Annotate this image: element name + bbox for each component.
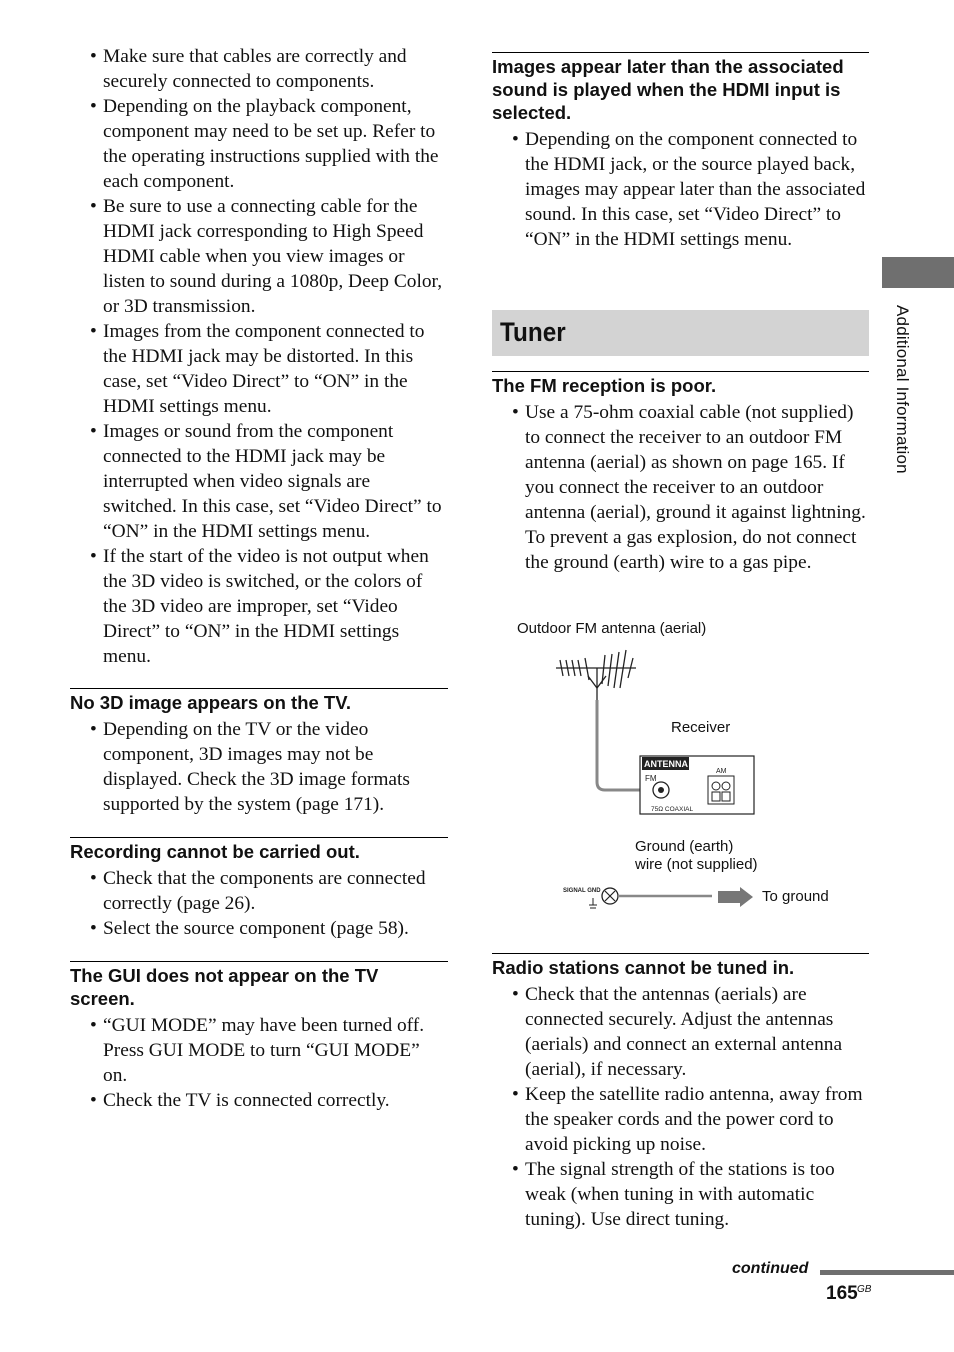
no-3d-heading: No 3D image appears on the TV.: [70, 692, 352, 713]
no-3d-list: [70, 717, 448, 817]
list-item: • Keep the satellite radio antenna, away from the speaker cords and the power cord to avoid picking up noise.: [492, 1082, 869, 1157]
ground-wire-label-2: wire (not supplied): [635, 856, 758, 873]
receiver-label: Receiver: [671, 719, 731, 736]
chapter-tab-marker: [882, 257, 954, 288]
antenna-panel-label: ANTENNA: [644, 759, 688, 769]
signal-gnd-label: SIGNAL GND: [563, 888, 601, 894]
radio-section: [492, 953, 869, 1232]
continued-label: continued: [732, 1260, 809, 1277]
fm-poor-heading: The FM reception is poor.: [492, 375, 717, 396]
signal-gnd-icon: [563, 888, 618, 908]
gui-heading: The GUI does not appear on the TV screen.: [70, 965, 379, 1009]
list-item: • Check that the components are connected correctly (page 26).: [70, 866, 448, 916]
list-item: • Depending on the TV or the video component, 3D images may not be displayed. Check the 3D image formats supported by the system (page 171).: [70, 717, 448, 817]
images-later-list: [492, 127, 869, 252]
hdmi-tips-list: [70, 44, 448, 669]
list-item: • Images from the component connected to the HDMI jack may be distorted. In this case, set “Video Direct” to “ON” in the HDMI settings menu.: [70, 319, 448, 419]
chapter-side-label: Additional Information: [893, 305, 912, 474]
fm-poor-list: [492, 400, 869, 575]
list-item: • Depending on the component connected to the HDMI jack, or the source played back, images may appear later than the associated sound. In this case, set “Video Direct” to “ON” in the HDMI settings menu.: [492, 127, 869, 252]
continued-bar: [820, 1270, 954, 1275]
radio-list: [492, 982, 869, 1232]
fm-antenna-diagram: [540, 640, 860, 920]
list-item: • Images or sound from the component connected to the HDMI jack may be interrupted when video signals are switched. In this case, set “Video Direct” to “ON” in the HDMI settings menu.: [70, 419, 448, 544]
fm-section-wrap: [492, 371, 869, 575]
to-ground-label: To ground: [762, 888, 829, 905]
fm-poor-section: [492, 371, 869, 575]
antenna-label: Outdoor FM antenna (aerial): [517, 620, 707, 637]
fm-label: FM: [645, 774, 657, 783]
receiver-panel-icon: [640, 756, 754, 814]
list-item: • Use a 75-ohm coaxial cable (not supplied) to connect the receiver to an outdoor FM antenna (aerial) as shown on page 165. If you connect the receiver to an outdoor antenna (aerial), ground it against lightning. To prevent a gas explosion, do not connect the ground (earth) wire to a gas pipe.: [492, 400, 869, 575]
radio-heading: Radio stations cannot be tuned in.: [492, 957, 795, 978]
tuner-section-band: [492, 310, 869, 356]
list-item: • The signal strength of the stations is too weak (when tuning in with automatic tuning). Use direct tuning.: [492, 1157, 869, 1232]
list-item: • If the start of the video is not output when the 3D video is switched, or the colors of the 3D video are improper, set “Video Direct” to “ON” in the HDMI settings menu.: [70, 544, 448, 669]
ground-wire-label-1: Ground (earth): [635, 838, 734, 855]
tuner-title: Tuner: [500, 317, 566, 347]
list-item: • Check the TV is connected correctly.: [70, 1088, 448, 1113]
list-item: • Make sure that cables are correctly and securely connected to components.: [70, 44, 448, 94]
arrow-right-icon: [718, 887, 753, 907]
images-later-heading: Images appear later than the associated sound is played when the HDMI input is selected.: [492, 56, 844, 123]
list-item: • Be sure to use a connecting cable for the HDMI jack corresponding to High Speed HDMI cable when you view images or listen to sound during a 1080p, Deep Color, or 3D transmission.: [70, 194, 448, 319]
radio-section-wrap: [492, 953, 869, 1232]
gui-section: [70, 961, 448, 1113]
recording-heading: Recording cannot be carried out.: [70, 841, 360, 862]
list-item: • Select the source component (page 58).: [70, 916, 448, 941]
page-number: 165: [826, 1283, 858, 1304]
am-label: AM: [716, 768, 727, 775]
right-column-top: [492, 52, 869, 252]
list-item: • “GUI MODE” may have been turned off. Press GUI MODE to turn “GUI MODE” on.: [70, 1013, 448, 1088]
gui-list: [70, 1013, 448, 1113]
antenna-icon: [556, 650, 636, 700]
no-3d-section: [70, 688, 448, 817]
left-column: [70, 44, 448, 1113]
images-later-section: [492, 52, 869, 252]
page-number-suffix: GB: [857, 1284, 872, 1295]
list-item: • Depending on the playback component, component may need to be set up. Refer to the operating instructions supplied with the each component.: [70, 94, 448, 194]
recording-list: [70, 866, 448, 941]
list-item: • Check that the antennas (aerials) are connected securely. Adjust the antennas (aerials) and connect an external antenna (aerial), if necessary.: [492, 982, 869, 1082]
coaxial-label: 75Ω COAXIAL: [651, 806, 694, 813]
recording-section: [70, 837, 448, 941]
